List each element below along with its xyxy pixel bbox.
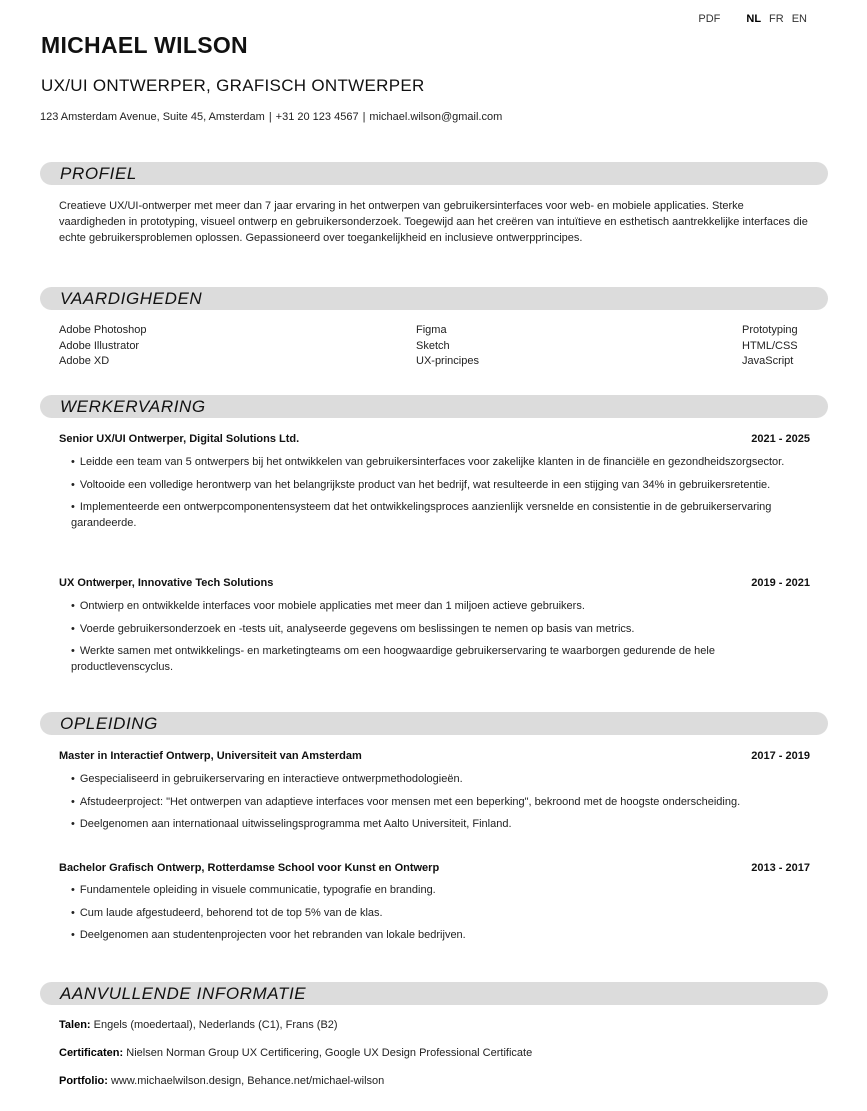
education-heading [59,861,810,875]
list-item [71,643,811,675]
skill-item: JavaScript [742,355,794,367]
bullet-text: Voltooide een volledige herontwerp van het belangrijkste product van het bedrijf, wat resulteerde in een stijging van 34% in gebruikersretentie. [79,478,771,491]
education-title: Master in Interactief Ontwerp, Universiteit van Amsterdam [59,750,362,762]
list-item [71,816,811,832]
bullet-text: Ontwierp en ontwikkelde interfaces voor mobiele applicaties met meer dan 1 miljoen actieve gebruikers. [79,600,585,612]
job-title: UX Ontwerper, Innovative Tech Solutions [59,577,274,589]
contact-address: 123 Amsterdam Avenue, Suite 45, Amsterdam [40,111,265,123]
bullet-dot-icon: • [71,929,75,941]
section-title-education: OPLEIDING [60,714,158,733]
list-item [71,454,811,470]
contact-email[interactable]: michael.wilson@gmail.com [369,111,503,123]
bullet-dot-icon: • [71,501,75,513]
contact-phone: +31 20 123 4567 [275,111,359,123]
info-certificates [59,1046,532,1060]
job-title: Senior UX/UI Ontwerper, Digital Solutions Ltd. [59,433,300,445]
profile-text: Creatieve UX/UI-ontwerper met meer dan 7 jaar ervaring in het ontwerpen van gebruikersinterfaces voor web- en mobiele applicaties. Sterke vaardigheden in prototyping, visueel ontwerp en gebruikersonderzoek. Toegewijd aan het creëren van intuïtieve en esthetisch aantrekkelijke interfaces die echte gebruikersproblemen oplossen. Gepassioneerd over toegankelijkheid en inclusieve ontwerpprincipes. [59,200,808,244]
bullet-text: Implementeerde een ontwerpcomponentensysteem dat het ontwikkelingsproces aanzienlijk versnelde en consistentie in de gebruikerservaring garandeerde. [71,501,772,529]
language-fr-link[interactable]: FR [769,13,784,25]
portfolio-links[interactable]: www.michaelwilson.design, Behance.net/michael-wilson [110,1075,385,1087]
skill-item: Figma [416,324,447,336]
language-en-link[interactable]: EN [791,13,807,25]
bullet-dot-icon: • [71,478,75,491]
bullet-dot-icon: • [71,884,75,896]
bullet-dot-icon: • [71,600,75,612]
list-item [71,927,811,943]
job-heading [59,576,810,590]
info-label: Talen: [59,1019,91,1031]
skills-column-2 [416,323,479,370]
list-item [71,598,811,614]
top-links [698,13,807,25]
section-title-additional: AANVULLENDE INFORMATIE [60,984,307,1003]
bullet-dot-icon: • [71,645,75,657]
bullet-text: Fundamentele opleiding in visuele communicatie, typografie en branding. [79,884,436,896]
skill-item: Prototyping [742,324,798,336]
info-value: Nielsen Norman Group UX Certificering, Google UX Design Professional Certificate [126,1047,533,1059]
bullet-dot-icon: • [71,906,75,919]
info-label: Portfolio: [59,1075,108,1087]
skills-column-3 [742,323,798,370]
bullet-text: Leidde een team van 5 ontwerpers bij het ontwikkelen van gebruikersinterfaces voor zakelijke klanten in de financiële en gezondheidszorgsector. [79,456,785,468]
bullet-dot-icon: • [71,818,75,830]
section-title-skills: VAARDIGHEDEN [60,289,203,308]
skill-item: Sketch [416,339,450,352]
bullet-dot-icon: • [71,622,75,635]
list-item [71,905,811,921]
contact-separator: | [362,111,366,123]
education-bullets [71,771,811,839]
skill-item: HTML/CSS [742,339,798,352]
info-value: Engels (moedertaal), Nederlands (C1), Frans (B2) [93,1019,338,1031]
info-label: Certificaten: [59,1047,124,1059]
skill-item: UX-principes [416,355,479,367]
bullet-text: Voerde gebruikersonderzoek en -tests uit, analyseerde gegevens om beslissingen te nemen op basis van metrics. [79,622,635,635]
education-bullets [71,882,811,950]
list-item [71,771,811,787]
education-title: Bachelor Grafisch Ontwerp, Rotterdamse School voor Kunst en Ontwerp [59,862,440,874]
info-languages [59,1018,338,1032]
bullet-text: Gespecialiseerd in gebruikerservaring en interactieve ontwerpmethodologieën. [79,773,463,785]
list-item [71,882,811,898]
list-item [71,499,811,531]
skills-column-1 [59,323,146,370]
job-heading [59,432,810,446]
section-header-profile [40,162,828,185]
education-dates: 2017 - 2019 [751,750,810,762]
bullet-dot-icon: • [71,456,75,468]
section-header-experience [40,395,828,418]
job-bullets [71,454,811,538]
list-item [71,621,811,637]
skill-item: Adobe Illustrator [59,339,140,352]
section-title-experience: WERKERVARING [60,397,206,416]
bullet-text: Werkte samen met ontwikkelings- en marketingteams om een hoogwaardige gebruikerservaring te waarborgen gedurende de hele productlevenscyclus. [71,645,715,673]
bullet-dot-icon: • [71,773,75,785]
contact-line [40,110,502,124]
info-portfolio [59,1074,384,1088]
candidate-title: UX/UI ONTWERPER, GRAFISCH ONTWERPER [41,76,425,95]
language-nl-link[interactable]: NL [746,13,762,25]
section-header-additional [40,982,828,1005]
contact-separator: | [268,111,272,123]
job-dates: 2021 - 2025 [751,433,810,445]
list-item [71,477,811,493]
skill-item: Adobe Photoshop [59,324,147,336]
list-item [71,794,811,810]
section-header-skills [40,287,828,310]
section-header-education [40,712,828,735]
job-dates: 2019 - 2021 [751,577,810,589]
education-dates: 2013 - 2017 [751,862,810,874]
education-heading [59,749,810,763]
bullet-text: Afstudeerproject: "Het ontwerpen van adaptieve interfaces voor mensen met een beperking", bekroond met de hoogste onderscheiding. [79,795,741,808]
job-bullets [71,598,811,682]
candidate-name: MICHAEL WILSON [41,32,248,58]
bullet-text: Cum laude afgestudeerd, behorend tot de top 5% van de klas. [79,906,383,919]
section-title-profile: PROFIEL [60,164,137,183]
pdf-download-link[interactable]: PDF [698,13,721,25]
bullet-text: Deelgenomen aan studentenprojecten voor het rebranden van lokale bedrijven. [79,929,466,941]
bullet-text: Deelgenomen aan internationaal uitwisselingsprogramma met Aalto Universiteit, Finland. [79,818,512,830]
bullet-dot-icon: • [71,795,75,808]
skill-item: Adobe XD [59,355,110,367]
